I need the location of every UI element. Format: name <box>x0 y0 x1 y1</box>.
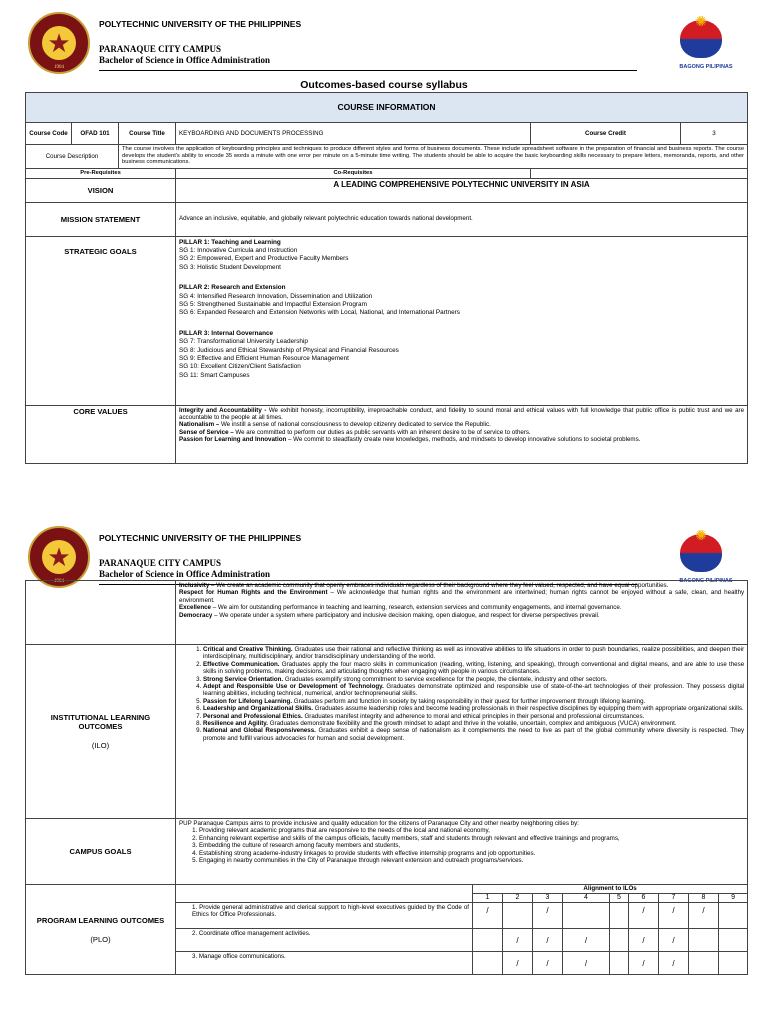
sg-6: SG 6: Expanded Research and Extension Networks with Local, National, and International Partners <box>179 309 460 317</box>
core-value-inclusivity <box>179 582 744 589</box>
mission-label: MISSION STATEMENT <box>26 202 176 236</box>
sg-8: SG 8: Judicious and Ethical Stewardship of Physical and Financial Resources <box>179 346 399 354</box>
plo-mark: / <box>659 929 689 952</box>
course-description-label: Course Description <box>26 145 119 169</box>
university-name: POLYTECHNIC UNIVERSITY OF THE PHILIPPINES <box>99 533 302 543</box>
core-values-list <box>176 405 748 463</box>
bagong-pilipinas-logo-icon: ✺ BAGONG PILIPINAS <box>670 526 742 588</box>
plo-mark: / <box>503 952 533 975</box>
page-1 <box>0 0 768 470</box>
plo-mark: / <box>563 929 610 952</box>
ilo-title: National and Global Responsiveness. <box>203 727 316 735</box>
core-value-nationalism <box>179 421 744 428</box>
seal-year: 1904 <box>54 579 64 584</box>
ilo-title: Effective Communication. <box>203 660 280 668</box>
core-value-text: – We create an academic community that openly embraces individuals regardless of their background where they feel valued, respected, and have equal opportunities. <box>209 582 669 589</box>
corequisites-value <box>531 169 748 179</box>
sg-11: SG 11: Smart Campuses <box>179 371 250 379</box>
plo-mark <box>689 929 719 952</box>
program-name: Bachelor of Science in Office Administration <box>99 55 271 65</box>
sg-2: SG 2: Empowered, Expert and Productive Faculty Members <box>179 255 349 263</box>
core-value-human-rights <box>179 589 744 604</box>
core-value-text: We instill a sense of national consciousness to develop citizenry dedicated to service the Republic. <box>219 421 491 429</box>
core-value-text: We are committed to perform our duties as public servants with an inherent desire to be of service to others. <box>233 428 531 436</box>
pillar-2-heading: PILLAR 2: Research and Extension <box>179 284 286 292</box>
ilo-item <box>203 676 744 683</box>
plo-text: 2. Coordinate office management activities. <box>176 929 473 952</box>
strategic-goals-list <box>176 236 748 405</box>
core-value-title: Nationalism – <box>179 421 220 429</box>
plo-blank-header <box>176 885 473 903</box>
ilo-col-8: 8 <box>689 894 719 903</box>
program-name: Bachelor of Science in Office Administration <box>99 569 271 579</box>
university-name: POLYTECHNIC UNIVERSITY OF THE PHILIPPINES <box>99 19 302 29</box>
course-title-value: KEYBOARDING AND DOCUMENTS PROCESSING <box>176 123 531 145</box>
campus-goal: 3. Embedding the culture of research among faculty members and students, <box>199 842 744 849</box>
core-value-excellence <box>179 604 744 611</box>
plo-mark <box>503 903 533 929</box>
prerequisites-label: Pre-Requisites <box>26 169 176 179</box>
plo-mark: / <box>533 929 563 952</box>
core-value-title: Passion for Learning and Innovation <box>179 436 287 444</box>
core-value-passion <box>179 436 744 443</box>
core-value-title: Inclusivity <box>179 582 210 589</box>
course-description: The course involves the application of keyboarding principles and techniques to produce different styles and forms of business documents. These include spreadsheet software in the preparation of financial and business reports. The course develops the student's ability to encode 35 words a minute with one error per minute on a 5-minute time writing. The students should be able to acquire the basic keyboarding skills necessary to prepare letters, memoranda, reports, and other business communications. <box>119 145 748 169</box>
logo-caption: BAGONG PILIPINAS <box>679 64 733 70</box>
ilo-title: Strong Service Orientation. <box>203 675 284 683</box>
plo-mark <box>719 929 748 952</box>
vision-text: A LEADING COMPREHENSIVE POLYTECHNIC UNIVERSITY IN ASIA <box>176 178 748 202</box>
campus-goal: 5. Engaging in nearby communities in the City of Paranaque through relevant extension and outreach programs/services. <box>199 857 744 864</box>
course-code-label: Course Code <box>26 123 72 145</box>
plo-label-cell <box>26 885 176 975</box>
plo-mark: / <box>533 903 563 929</box>
mission-text: Advance an inclusive, equitable, and globally relevant polytechnic education towards national development. <box>176 202 748 236</box>
ilo-item <box>203 661 744 676</box>
plo-mark: / <box>563 952 610 975</box>
plo-mark: / <box>629 929 659 952</box>
ilo-text: Graduates demonstrate optimized and responsible use of state-of-the-art technologies of their profession. They possess digital learning abilities, including technical, numerical, and/or technopreneurial skills. <box>203 683 745 698</box>
core-value-text: – We commit to steadfastly create new knowledges, methods, and mindsets to develop innovative solutions to societal problems. <box>286 436 641 444</box>
campus-name: PARANAQUE CITY CAMPUS <box>99 44 221 54</box>
campus-goal: 2. Enhancing relevant expertise and skills of the campus officials, faculty members, staff and students through relevant and effective trainings and programs, <box>199 835 744 842</box>
ilo-label: INSTITUTIONAL LEARNING OUTCOMES <box>50 713 151 731</box>
core-values-list-cont <box>176 581 748 645</box>
core-value-democracy <box>179 612 744 619</box>
campus-goal: 4. Establishing strong academe-industry linkages to provide students with effective internship programs and job opportunities. <box>199 850 744 857</box>
university-seal-icon: ★ 1904 <box>28 526 90 588</box>
sg-9: SG 9: Effective and Efficient Human Resource Management <box>179 355 349 363</box>
plo-mark: / <box>533 952 563 975</box>
ilo-title: Adept and Responsible Use or Development of Technology. <box>203 683 384 691</box>
ilo-text: Graduates manifest integrity and adherence to moral and ethical principles in their personal and professional circumstances. <box>302 712 645 720</box>
course-credit-value: 3 <box>681 123 748 145</box>
ilo-text: Graduates perform and function in society by taking responsibility in their quest for further improvement through lifelong learning. <box>292 697 646 705</box>
ilo-abbr: (ILO) <box>91 741 110 750</box>
page-gap <box>0 470 768 514</box>
document-title: Outcomes-based course syllabus <box>300 79 468 91</box>
university-seal-icon: ★ 1904 <box>28 12 90 74</box>
course-credit-label: Course Credit <box>531 123 681 145</box>
plo-mark: / <box>629 903 659 929</box>
core-value-service <box>179 429 744 436</box>
plo-text: 3. Manage office communications. <box>176 952 473 975</box>
ilo-col-2: 2 <box>503 894 533 903</box>
core-value-text: – We acknowledge that human rights and the environment are intertwined; human rights cannot be enjoyed without a safe, clean, and healthy environment. <box>179 589 745 604</box>
plo-mark <box>610 903 629 929</box>
ilo-item <box>203 705 744 712</box>
core-values-label-cont <box>26 581 176 645</box>
plo-mark: / <box>689 903 719 929</box>
plo-mark: / <box>659 952 689 975</box>
ilo-item <box>203 646 744 661</box>
core-value-title: Respect for Human Rights and the Environment <box>179 589 328 597</box>
ilo-col-5: 5 <box>610 894 629 903</box>
corequisites-label: Co-Requisites <box>176 169 531 179</box>
sg-7: SG 7: Transformational University Leadership <box>179 338 308 346</box>
sg-3: SG 3: Holistic Student Development <box>179 263 281 271</box>
core-value-title: Sense of Service – <box>179 428 234 436</box>
plo-text: 1. Provide general administrative and clerical support to high-level executives guided by the Code of Ethics for Office Professionals. <box>176 903 473 929</box>
campus-goals-list <box>176 819 748 885</box>
page-header <box>0 0 768 80</box>
core-value-text: – We operate under a system where participatory and inclusive decision making, open dialogue, and respect for diverse perspectives prevail. <box>212 611 600 619</box>
ilo-list <box>176 645 748 819</box>
pillar-1-heading: PILLAR 1: Teaching and Learning <box>179 238 281 246</box>
ilo-col-6: 6 <box>629 894 659 903</box>
ilo-text: Graduates apply the four macro skills in communication (reading, writing, listening, and speaking), through conventional and digital means, and are able to use these skills in solving problems, making decisions, and articulating thoughts when engaging with people in various circumstances. <box>203 660 745 676</box>
strategic-goals-label: STRATEGIC GOALS <box>26 236 176 405</box>
plo-mark: / <box>629 952 659 975</box>
seal-year: 1904 <box>54 65 64 70</box>
core-value-integrity <box>179 407 744 422</box>
ilo-text: Graduates exemplify strong commitment to service excellence for the people, the clientele, industry and other sectors. <box>283 675 608 683</box>
ilo-text: Graduates exhibit a deep sense of nationalism as it complements the need to live as part of the global community where diversity is respected. They promote and fulfill various advocacies for human and social development. <box>203 727 745 742</box>
ilo-title: Resilience and Agility. <box>203 720 268 728</box>
plo-mark <box>719 952 748 975</box>
campus-goal: 1. Providing relevant academic programs that are responsive to the needs of the local and national economy, <box>199 827 744 834</box>
page-2 <box>0 514 768 1024</box>
pillar-3-heading: PILLAR 3: Internal Governance <box>179 329 274 337</box>
plo-label: PROGRAM LEARNING OUTCOMES <box>36 915 165 925</box>
ilo-item <box>203 727 744 742</box>
sg-10: SG 10: Excellent Citizen/Client Satisfaction <box>179 363 301 371</box>
course-code-value: OFAD 101 <box>72 123 119 145</box>
ilo-col-1: 1 <box>473 894 503 903</box>
ilo-item <box>203 720 744 727</box>
plo-abbr: (PLO) <box>90 934 111 944</box>
ilo-text: Graduates assume leadership roles and become leading professionals in their respective disciplines by equipping them with appropriate organizational skills. <box>313 705 744 713</box>
core-value-title: Integrity and Accountability - <box>179 406 267 414</box>
core-value-text: We exhibit honesty, incorruptibility, irreproachable conduct, and fidelity to sound moral and ethical values with full knowledge that public office is public trust and we are accountable to the people at all times. <box>179 406 745 421</box>
core-value-text: – We aim for outstanding performance in teaching and learning, research, extension services and community engagements, and internal governance. <box>211 604 622 612</box>
bagong-pilipinas-logo-icon: ✺ BAGONG PILIPINAS <box>670 12 742 74</box>
alignment-header: Alignment to ILOs <box>473 885 748 894</box>
core-value-title: Excellence <box>179 604 211 612</box>
ilo-item <box>203 698 744 705</box>
campus-name: PARANAQUE CITY CAMPUS <box>99 558 221 568</box>
plo-mark: / <box>503 929 533 952</box>
plo-mark <box>563 903 610 929</box>
plo-mark <box>719 903 748 929</box>
logo-caption: BAGONG PILIPINAS <box>679 578 733 584</box>
core-value-title: Democracy <box>179 611 213 619</box>
plo-mark <box>689 952 719 975</box>
ilo-label-cell <box>26 645 176 819</box>
ilo-title: Critical and Creative Thinking. <box>203 646 293 653</box>
header-divider <box>99 70 637 71</box>
ilo-title: Personal and Professional Ethics. <box>203 712 303 720</box>
ilo-title: Passion for Lifelong Learning. <box>203 697 293 705</box>
plo-mark <box>610 952 629 975</box>
sg-4: SG 4: Intensified Research Innovation, Dissemination and Utilization <box>179 292 373 300</box>
ilo-col-7: 7 <box>659 894 689 903</box>
plo-mark <box>610 929 629 952</box>
plo-mark: / <box>659 903 689 929</box>
sg-5: SG 5: Strengthened Sustainable and Impactful Extension Program <box>179 301 367 309</box>
vision-label: VISION <box>26 178 176 202</box>
ilo-text: Graduates demonstrate flexibility and the growth mindset to adapt and thrive in the volatile, uncertain, complex and ambiguous (VUCA) environment. <box>268 720 677 728</box>
ilo-col-3: 3 <box>533 894 563 903</box>
ilo-text: Graduates use their rational and reflective thinking as well as innovative abilities to life situations in order to push boundaries, realize possibilities, and deepen their interdisciplinary, multidisciplinary, and/or transdisciplinary understanding of the world. <box>203 646 745 661</box>
outcomes-table <box>25 580 748 975</box>
ilo-col-4: 4 <box>563 894 610 903</box>
ilo-item <box>203 713 744 720</box>
course-title-label: Course Title <box>119 123 176 145</box>
campus-goals-label: CAMPUS GOALS <box>26 819 176 885</box>
course-info-header: COURSE INFORMATION <box>26 93 748 123</box>
ilo-title: Leadership and Organizational Skills. <box>203 705 314 713</box>
course-info-table <box>25 92 748 464</box>
campus-goals-intro: PUP Paranaque Campus aims to provide inclusive and quality education for the citizens of Paranaque City and other nearby neighboring cities by: <box>179 820 579 827</box>
plo-mark <box>473 952 503 975</box>
ilo-col-9: 9 <box>719 894 748 903</box>
core-values-label: CORE VALUES <box>26 405 176 463</box>
plo-mark <box>473 929 503 952</box>
sg-1: SG 1: Innovative Curricula and Instruction <box>179 247 298 254</box>
ilo-item <box>203 683 744 698</box>
plo-mark: / <box>473 903 503 929</box>
